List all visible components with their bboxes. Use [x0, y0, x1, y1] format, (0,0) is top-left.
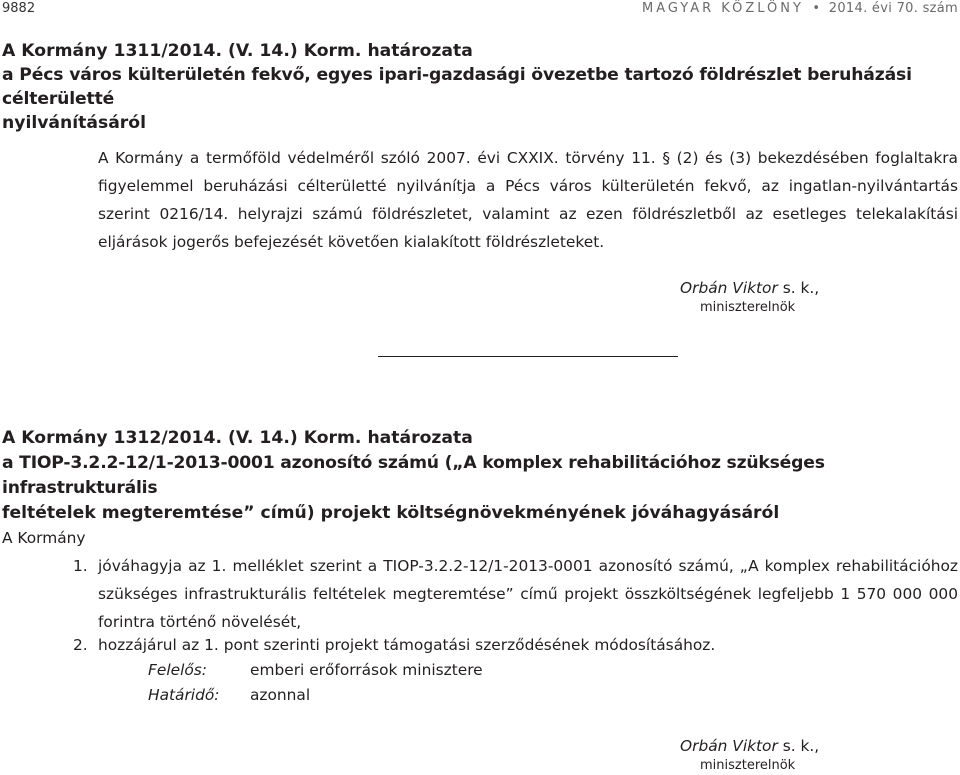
page-header — [0, 0, 960, 20]
list-item-number: 1. — [73, 557, 88, 575]
list-item-text: jóváhagyja az 1. melléklet szerint a TIOP-3.2.2-12/1-2013-0001 azonosító számú, „A komplex rehabilitációhoz szükséges infrastrukturális feltételek megteremtése” című projekt összköltségének legfeljebb 1 570 000 000 forintra történő növelését, — [98, 557, 958, 631]
signatory-name: Orbán Viktor — [680, 737, 778, 755]
decision-2-title-line: a TIOP-3.2.2-12/1-2013-0001 azonosító számú („A komplex rehabilitációhoz szükséges infrastrukturális — [2, 453, 825, 498]
decision-1-title-line: A Kormány 1311/2014. (V. 14.) Korm. határozata — [2, 41, 473, 61]
signatory-title: miniszterelnök — [700, 300, 796, 315]
decision-1-title-line: a Pécs város külterületén fekvő, egyes ipari-gazdasági övezetbe tartozó földrészlet beruházási célterületté — [2, 65, 912, 109]
decision-1-body: A Kormány a termőföld védelméről szóló 2007. évi CXXIX. törvény 11. § (2) és (3) bekezdésében foglaltakra figyelemmel beruházási célterületté nyilvánítja a Pécs város külterületén fekvő, az ingatlan-nyilvántartás szerint 0216/14. helyrajzi számú földrészletet, valamint az ezen földrészletből az esetleges telekalakítási eljárások jogerős befejezését követően kialakított földrészleteket. — [98, 149, 958, 251]
decision-2-title — [2, 426, 958, 526]
signatory-name: Orbán Viktor — [680, 279, 778, 297]
signature-name-line — [680, 735, 850, 757]
decision-2-signature — [680, 735, 850, 775]
signature-name-line — [680, 277, 850, 299]
page-number: 9882 — [2, 1, 36, 16]
deadline-value: azonnal — [250, 686, 311, 704]
list-item — [73, 631, 958, 659]
decision-1-title — [2, 39, 958, 135]
decision-2-title-line: feltételek megteremtése” című) projekt költségnövekményének jóváhagyásáról — [2, 503, 780, 523]
signatory-suffix: s. k., — [777, 279, 820, 297]
header-bullet: • — [812, 1, 821, 16]
decision-1-signature — [680, 277, 850, 317]
list-item — [73, 552, 958, 636]
journal-header — [642, 1, 958, 16]
decision-2-intro: A Kormány — [2, 529, 86, 547]
responsible-label: Felelős: — [148, 661, 207, 679]
decision-1-title-line: nyilvánításáról — [2, 113, 146, 133]
signatory-title: miniszterelnök — [700, 758, 796, 773]
deadline-label: Határidő: — [148, 686, 220, 704]
responsible-row — [148, 658, 483, 682]
signatory-suffix: s. k., — [777, 737, 820, 755]
deadline-row — [148, 683, 310, 707]
list-item-text: hozzájárul az 1. pont szerinti projekt támogatási szerződésének módosításához. — [98, 636, 716, 654]
responsible-value: emberi erőforrások minisztere — [250, 661, 483, 679]
issue-number: 2014. évi 70. szám — [828, 1, 958, 16]
section-separator — [378, 356, 678, 357]
decision-2-title-line: A Kormány 1312/2014. (V. 14.) Korm. határozata — [2, 428, 473, 448]
journal-name: MAGYAR KÖZLÖNY — [642, 1, 804, 16]
list-item-number: 2. — [73, 636, 88, 654]
